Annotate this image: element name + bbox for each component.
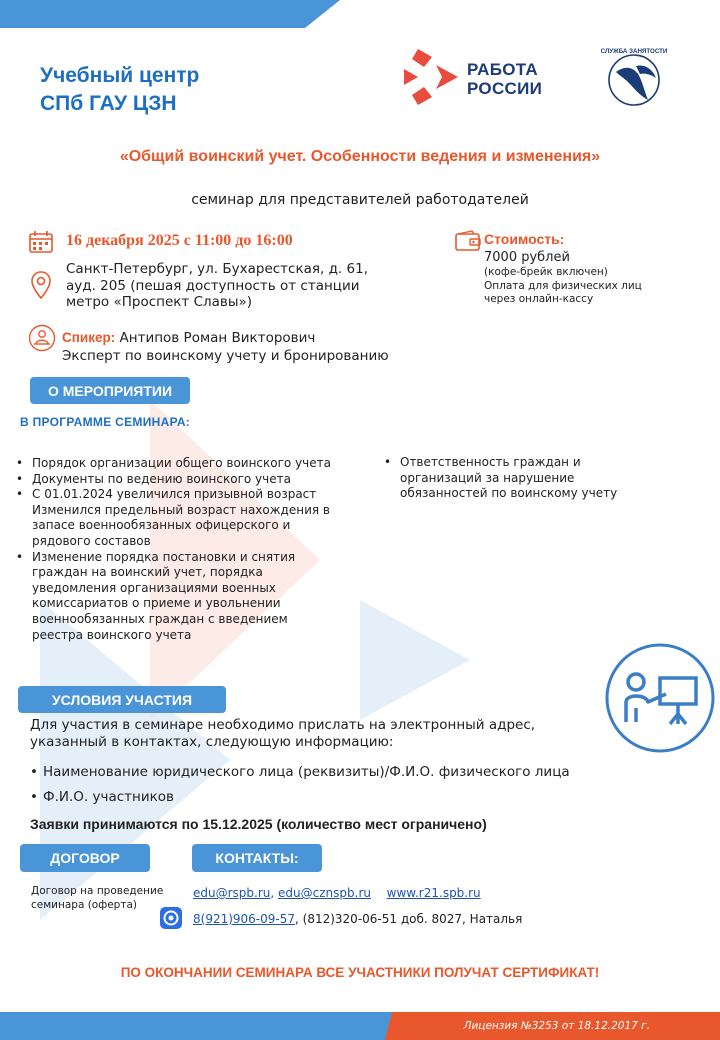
employment-service-emblem-icon: [600, 44, 668, 108]
contract-button[interactable]: ДОГОВОР: [20, 844, 150, 872]
speaker-info: [62, 329, 389, 365]
presentation-icon: [604, 642, 716, 754]
conditions-intro-line2: указанный в контактах, следующую информацию:: [30, 734, 394, 750]
seminar-subtitle: семинар для представителей работодателей: [191, 192, 529, 208]
license-text: Лицензия №3253 от 18.12.2017 г.: [463, 1020, 650, 1032]
bg-arrow-blue-right: [360, 600, 470, 720]
program-item: • С 01.01.2024 увеличился призывной возраст: [12, 487, 372, 503]
org-name: [40, 62, 199, 118]
event-address: [66, 261, 406, 311]
phone-line: [193, 912, 522, 926]
program-item-continuation: организаций за нарушение: [400, 470, 575, 485]
program-item: • Изменение порядка постановки и снятия: [12, 550, 372, 566]
rabota-rossii-logo-icon: [402, 47, 462, 107]
conditions-item: • Наименование юридического лица (реквизиты)/Ф.И.О. физического лица: [30, 764, 650, 780]
phone-rest: , (812)320-06-51 доб. 8027, Наталья: [295, 912, 523, 926]
speaker-label: Спикер:: [62, 330, 116, 345]
email-link-rspb[interactable]: edu@rspb.ru: [193, 886, 271, 900]
program-item: • Порядок организации общего воинского учета: [12, 456, 372, 472]
price-note: [484, 266, 684, 307]
address-line1: Санкт-Петербург, ул. Бухарестская, д. 61,: [66, 261, 368, 277]
program-item-continuation: реестра воинского учета: [32, 627, 192, 642]
email-separator: ,: [270, 886, 279, 900]
rabota-line1: РАБОТА: [467, 60, 538, 79]
email-link-cznspb[interactable]: edu@cznspb.ru: [278, 886, 371, 900]
conditions-button[interactable]: УСЛОВИЯ УЧАСТИЯ: [18, 686, 226, 713]
org-name-line2: СПб ГАУ ЦЗН: [40, 92, 177, 115]
address-line2: ауд. 205 (пешая доступность от станции: [66, 277, 360, 294]
phone-link[interactable]: 8(921)906-09-57: [193, 912, 296, 926]
speaker-icon: [28, 324, 56, 352]
email-line: [193, 886, 481, 900]
program-item: • Документы по ведению воинского учета: [12, 472, 372, 488]
program-item-continuation: запасе военнообязанных офицерского и: [32, 518, 291, 533]
program-item-continuation: военнообязанных граждан с введением: [32, 611, 288, 626]
wallet-icon: [454, 230, 482, 252]
conditions-item: • Ф.И.О. участников: [30, 789, 650, 805]
price-label: Стоимость:: [484, 231, 565, 247]
program-item-continuation: обязанностей по воинскому учету: [400, 486, 618, 501]
speaker-role: Эксперт по воинскому учету и бронированию: [62, 348, 389, 364]
top-blue-stripe: [0, 0, 340, 28]
rabota-rossii-logo-text: [467, 60, 542, 98]
offer-note: [31, 884, 181, 912]
program-item-continuation: уведомления организациями военных: [32, 580, 276, 595]
program-item-continuation: комиссариатов о приеме и увольнении: [32, 596, 281, 611]
speaker-name: Антипов Роман Викторович: [119, 330, 316, 346]
conditions-intro: [30, 717, 590, 751]
program-item-continuation: граждан на воинский учет, порядка: [32, 565, 263, 580]
conditions-intro-line1: Для участия в семинаре необходимо прислать на электронный адрес,: [30, 717, 536, 733]
program-item-continuation: Изменился предельный возраст нахождения в: [32, 502, 330, 517]
calendar-icon: [28, 230, 54, 254]
seminar-title: «Общий воинский учет. Особенности ведения и изменения»: [119, 148, 601, 165]
org-name-line1: Учебный центр: [40, 64, 200, 87]
price-value: 7000 рублей: [484, 250, 570, 265]
application-deadline: Заявки принимаются по 15.12.2025 (количество мест ограничено): [30, 816, 487, 832]
program-item-continuation: рядового составов: [32, 533, 151, 548]
about-event-button[interactable]: О МЕРОПРИЯТИИ: [30, 377, 190, 404]
program-list-left: [12, 456, 372, 643]
price-note-line2: Оплата для физических лиц: [484, 279, 642, 292]
price-note-line1: (кофе-брейк включен): [484, 266, 608, 278]
rabota-line2: РОССИИ: [467, 79, 543, 98]
program-item: • Ответственность граждан и: [380, 455, 700, 471]
messenger-icon[interactable]: [160, 907, 182, 929]
certificate-notice: ПО ОКОНЧАНИИ СЕМИНАРА ВСЕ УЧАСТНИКИ ПОЛУЧАТ СЕРТИФИКАТ!: [120, 965, 600, 980]
emblem-text: СЛУЖБА ЗАНЯТОСТИ: [600, 48, 668, 55]
offer-line1: Договор на проведение: [31, 885, 164, 897]
program-heading: В ПРОГРАММЕ СЕМИНАРА:: [20, 415, 191, 429]
conditions-list: [30, 764, 650, 805]
offer-line2: семинара (оферта): [31, 899, 137, 911]
event-date: 16 декабря 2025 с 11:00 до 16:00: [66, 232, 293, 249]
contacts-button[interactable]: КОНТАКТЫ:: [192, 844, 322, 872]
price-note-line3: через онлайн-кассу: [484, 293, 594, 305]
location-pin-icon: [30, 270, 52, 300]
address-line3: метро «Проспект Славы»): [66, 294, 253, 310]
website-link[interactable]: www.r21.spb.ru: [386, 886, 481, 900]
program-list-right: [380, 455, 700, 502]
